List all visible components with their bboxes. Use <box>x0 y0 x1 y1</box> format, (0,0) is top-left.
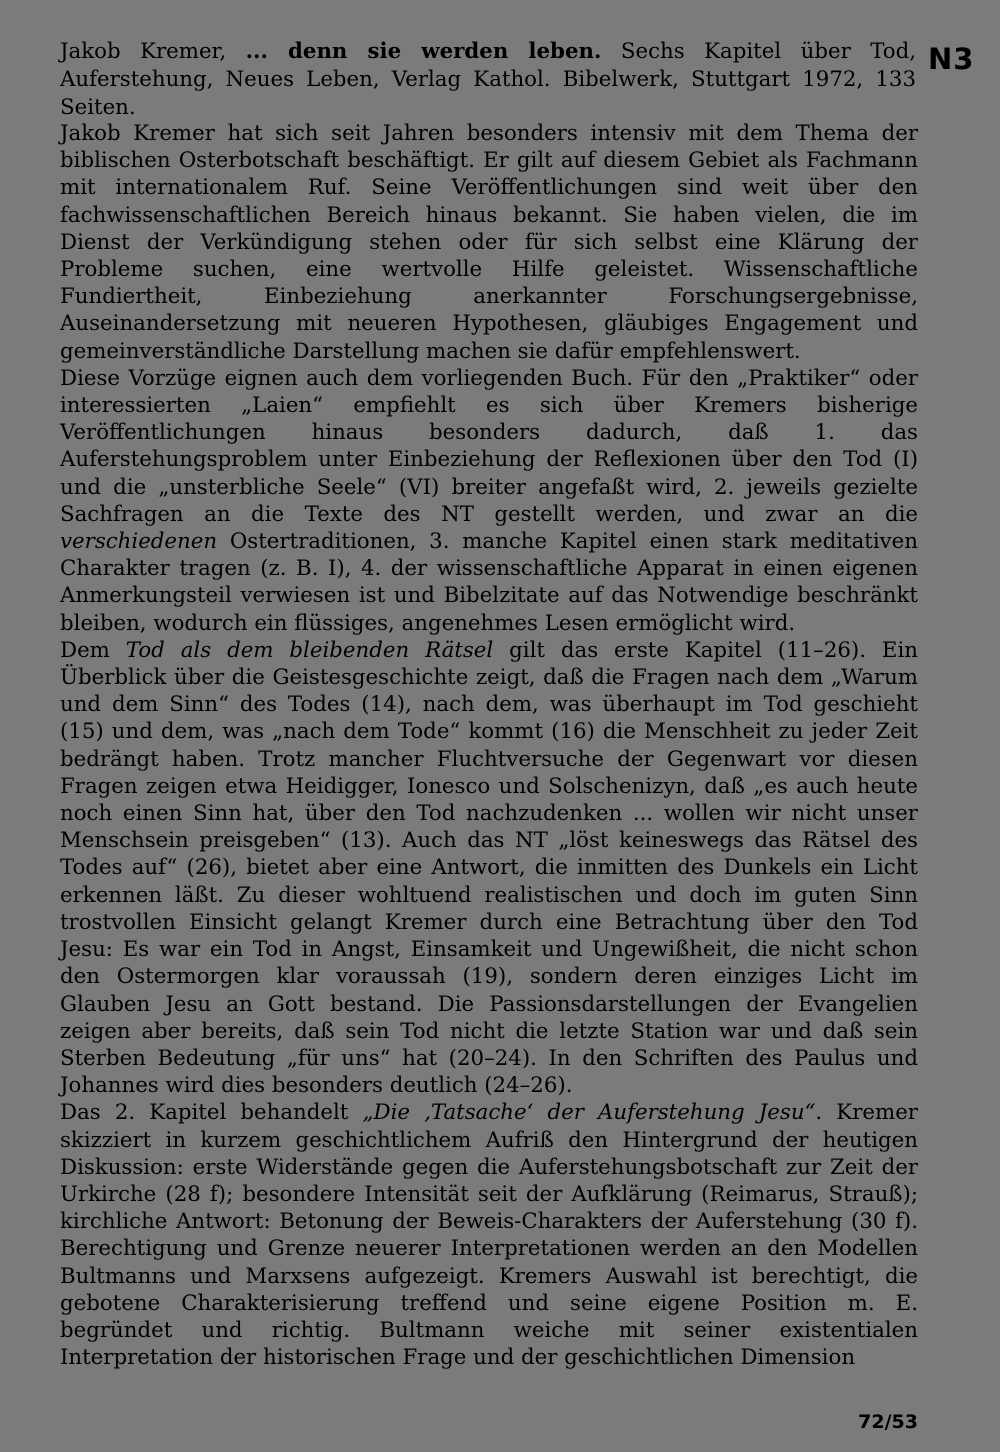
paragraph-4-text-a: Das 2. Kapitel behandelt <box>60 1100 363 1126</box>
page-folio: 72/53 <box>858 1411 918 1433</box>
paragraph-3-text-b: gilt das erste Kapitel (11–26). Ein Überblick über die Geistesgeschichte zeigt, daß die Fragen nach dem „Warum und dem Sinn“ des Todes (14), nach dem, was überhaupt im Tod geschieht (15) und dem, was „nach dem Tode“ kommt (16) die Menschheit zu jeder Zeit bedrängt haben. Trotz mancher Fluchtversuche der Gegenwart vor diesen Fragen zeigen etwa Heidigger, Ionesco und Solschenizyn, daß „es auch heute noch einen Sinn hat, über den Tod nachzudenken ... wollen wir nicht unser Menschsein preisgeben“ (13). Auch das NT „löst keineswegs das Rätsel des Todes auf“ (26), bietet aber eine Antwort, die inmitten des Dunkels ein Licht erkennen läßt. Zu dieser wohltuend realistischen und doch im guten Sinn trostvollen Einsicht gelangt Kremer durch eine Betrachtung über den Tod Jesu: Es war ein Tod in Angst, Einsamkeit und Ungewißheit, die nicht schon den Ostermorgen klar voraussah (19), sondern deren einziges Licht im Glauben Jesu an Gott bestand. Die Passionsdarstellungen der Evangelien zeigen aber bereits, daß sein Tod nicht die letzte Station war und daß sein Sterben Bedeutung „für uns“ hat (20–24). In den Schriften des Paulus und Johannes wird dies besonders deutlich (24–26). <box>60 637 918 1099</box>
citation-author: Jakob Kremer, <box>60 39 246 64</box>
paragraph-3 <box>60 637 918 1099</box>
paragraph-3-emphasis: Tod als dem bleibenden Rätsel <box>125 637 494 663</box>
paragraph-1: Jakob Kremer hat sich seit Jahren besonders intensiv mit dem Thema der biblischen Osterbotschaft beschäftigt. Er gilt auf diesem Gebiet als Fachmann mit internationalem Ruf. Seine Veröffentlichungen sind weit über den fachwissenschaftlichen Bereich hinaus bekannt. Sie haben vielen, die im Dienst der Verkündigung stehen oder für sich selbst eine Klärung der Probleme suchen, eine wertvolle Hilfe geleistet. Wissenschaftliche Fundiertheit, Einbeziehung anerkannter Forschungsergebnisse, Auseinandersetzung mit neueren Hypothesen, gläubiges Engagement und gemeinverständliche Darstellung machen sie dafür empfehlenswert. <box>60 121 918 364</box>
paragraph-2 <box>60 365 918 637</box>
paragraph-3-text-a: Dem <box>60 637 126 663</box>
book-citation <box>60 38 916 122</box>
section-mark: N3 <box>928 42 975 76</box>
paragraph-4 <box>60 1099 918 1371</box>
paragraph-2-text-b: Ostertraditionen, 3. manche Kapitel einen stark meditativen Charakter tragen (z. B. I), 4. der wissenschaftliche Apparat in einen eigenen Anmerkungsteil verwiesen ist und Bibelzitate auf das Notwendige beschränkt bleiben, wodurch ein flüssiges, angenehmes Lesen ermöglicht wird. <box>60 529 918 636</box>
citation-title: ... denn sie werden leben. <box>245 39 602 64</box>
review-body <box>60 120 918 1371</box>
paragraph-4-emphasis: „Die ‚Tatsache‘ der Auferstehung Jesu“ <box>362 1100 816 1126</box>
paragraph-2-emphasis: verschiedenen <box>60 529 218 555</box>
paragraph-2-text-a: Diese Vorzüge eignen auch dem vorliegenden Buch. Für den „Praktiker“ oder interessierten „Laien“ empfiehlt es sich über Kremers bisherige Veröffentlichungen hinaus besonders dadurch, daß 1. das Auferstehungsproblem unter Einbeziehung der Reflexionen über den Tod (I) und die „unsterbliche Seele“ (VI) breiter angefaßt wird, 2. jeweils gezielte Sachfragen an die Texte des NT gestellt werden, und zwar an die <box>60 365 918 527</box>
paragraph-4-text-b: . Kremer skizziert in kurzem geschichtlichem Aufriß den Hintergrund der heutigen Diskussion: erste Widerstände gegen die Auferstehungsbotschaft zur Zeit der Urkirche (28 f); besondere Intensität seit der Aufklärung (Reimarus, Strauß); kirchliche Antwort: Betonung der Beweis-Charakters der Auferstehung (30 f). Berechtigung und Grenze neuerer Interpretationen werden an den Modellen Bultmanns und Marxsens aufgezeigt. Kremers Auswahl ist berechtigt, die gebotene Charakterisierung treffend und seine eigene Position m. E. begründet und richtig. Bultmann weiche mit seiner existentialen Interpretation der historischen Frage und der geschichtlichen Dimension <box>60 1100 918 1371</box>
citation-details: Sechs Kapitel über Tod, Auferstehung, Neues Leben, Verlag Kathol. Bibelwerk, Stuttgart 1972, 133 Seiten. <box>60 39 916 120</box>
